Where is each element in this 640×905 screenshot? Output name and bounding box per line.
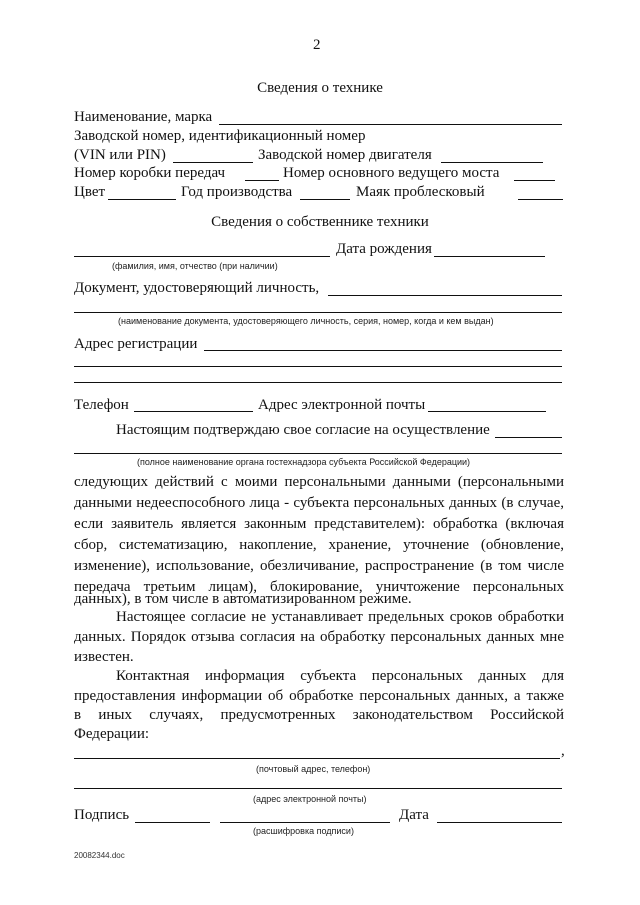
gearbox-number-field[interactable]	[245, 180, 279, 181]
email-label: Адрес электронной почты	[258, 397, 426, 413]
address-field[interactable]	[204, 350, 562, 351]
vin-pin-field[interactable]	[173, 162, 253, 163]
name-brand-field[interactable]	[219, 124, 562, 125]
axle-number-field[interactable]	[514, 180, 555, 181]
address-field-line2[interactable]	[74, 366, 562, 367]
date-label: Дата	[399, 807, 429, 823]
authority-field[interactable]	[495, 437, 562, 438]
address-label: Адрес регистрации	[74, 336, 198, 352]
serial-number-label: Заводской номер, идентификационный номер	[74, 128, 366, 144]
term-line-2: данных. Порядок отзыва согласия на обработку персональных данных мне	[74, 629, 564, 645]
id-document-field-line2[interactable]	[74, 312, 562, 313]
contact-email-hint: (адрес электронной почты)	[253, 794, 367, 804]
consent-line-3: если заявитель является законным представителем): обработка (включая	[74, 516, 564, 532]
footer-filename: 20082344.doc	[74, 851, 125, 860]
page-number: 2	[313, 37, 321, 53]
contact-line-1: Контактная информация субъекта персональных данных для	[116, 668, 564, 684]
consent-line-2: данными недееспособного лица - субъекта персональных данных (в случае,	[74, 495, 564, 511]
consent-line-1: следующих действий с моими персональными данными (персональными	[74, 474, 564, 490]
signature-label: Подпись	[74, 807, 130, 823]
name-brand-label: Наименование, марка	[74, 109, 213, 125]
email-field[interactable]	[428, 411, 546, 412]
consent-line-7: данных), в том числе в автоматизированном режиме.	[74, 591, 412, 607]
contact-line-2: предоставления информации об обработке персональных данных, а также	[74, 688, 564, 704]
axle-number-label: Номер основного ведущего моста	[283, 165, 500, 181]
consent-line-4: сбор, систематизацию, накопление, хранение, уточнение (обновление,	[74, 537, 564, 553]
date-field[interactable]	[437, 822, 562, 823]
contact-email-field[interactable]	[74, 788, 562, 789]
fio-hint: (фамилия, имя, отчество (при наличии)	[112, 261, 278, 271]
equipment-heading: Сведения о технике	[257, 80, 383, 96]
signature-field[interactable]	[135, 822, 210, 823]
id-document-hint: (наименование документа, удостоверяющего личность, серия, номер, когда и кем выдан)	[118, 316, 494, 326]
beacon-label: Маяк проблесковый	[356, 184, 485, 200]
contact-line-4: Федерации:	[74, 726, 150, 742]
authority-hint: (полное наименование органа гостехнадзора субъекта Российской Федерации)	[137, 457, 471, 467]
term-line-3: известен.	[74, 649, 134, 665]
postal-hint: (почтовый адрес, телефон)	[256, 764, 371, 774]
phone-field[interactable]	[134, 411, 253, 412]
owner-heading: Сведения о собственнике техники	[211, 214, 429, 230]
year-label: Год производства	[181, 184, 293, 200]
contact-line-3: в иных случаях, предусмотренных законодательством Российской	[74, 707, 564, 723]
id-document-field[interactable]	[328, 295, 562, 296]
consent-intro: Настоящим подтверждаю свое согласие на осуществление	[116, 422, 490, 438]
vin-pin-label: (VIN или PIN)	[74, 147, 166, 163]
consent-line-5: изменение), использование, обезличивание, распространение (в том числе	[74, 558, 564, 574]
term-line-1: Настоящее согласие не устанавливает предельных сроков обработки	[116, 609, 564, 625]
gearbox-number-label: Номер коробки передач	[74, 165, 226, 181]
id-document-label: Документ, удостоверяющий личность,	[74, 280, 320, 296]
phone-label: Телефон	[74, 397, 129, 413]
beacon-field[interactable]	[518, 199, 563, 200]
postal-comma: ,	[561, 743, 565, 759]
owner-fio-field[interactable]	[74, 256, 330, 257]
engine-number-label: Заводской номер двигателя	[258, 147, 432, 163]
birth-date-label: Дата рождения	[336, 241, 432, 257]
postal-address-field[interactable]	[74, 758, 560, 759]
birth-date-field[interactable]	[434, 256, 545, 257]
color-field[interactable]	[108, 199, 176, 200]
consent-line-6: передача третьим лицам), блокирование, уничтожение персональных	[74, 579, 564, 595]
signature-decode-hint: (расшифровка подписи)	[253, 826, 354, 836]
color-label: Цвет	[74, 184, 106, 200]
engine-number-field[interactable]	[441, 162, 543, 163]
signature-decode-field[interactable]	[220, 822, 390, 823]
year-field[interactable]	[300, 199, 350, 200]
address-field-line3[interactable]	[74, 382, 562, 383]
authority-field-line2[interactable]	[74, 453, 562, 454]
